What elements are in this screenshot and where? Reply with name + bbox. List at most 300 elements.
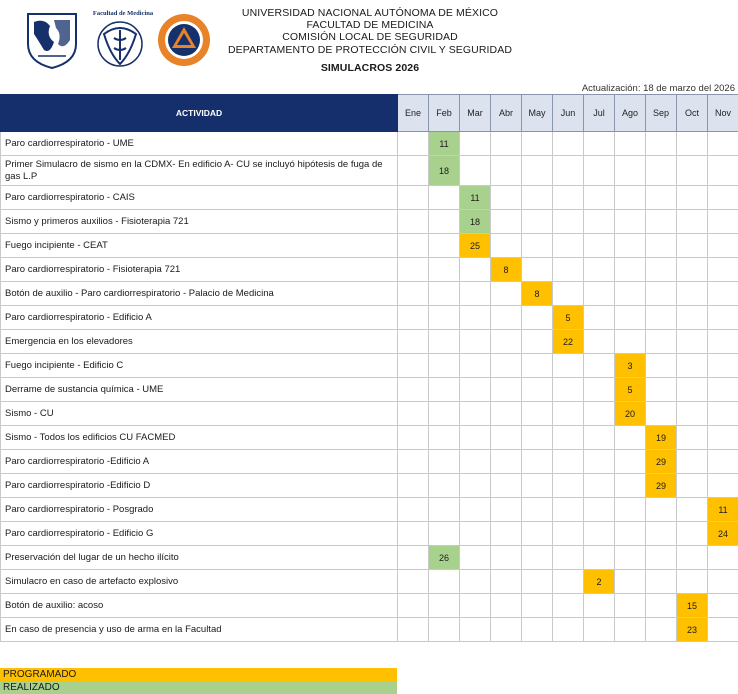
table-row [1,354,738,378]
month-cell-abr [491,210,522,234]
scheduled-day: 18 [438,165,449,176]
month-cell-may [522,594,553,618]
month-cell-feb [429,210,460,234]
month-cell-jun [553,186,584,210]
scheduled-date-cell [646,450,677,474]
month-cell-mar [460,498,491,522]
scheduled-date-cell [708,522,738,546]
month-cell-may [522,258,553,282]
activity-cell: Emergencia en los elevadores [1,330,398,354]
month-cell-mar [460,282,491,306]
month-cell-sep [646,132,677,156]
scheduled-day: 5 [627,384,633,395]
table-row [1,156,738,186]
month-cell-mar [460,156,491,186]
scheduled-day: 8 [534,288,540,299]
month-cell-ago [615,498,646,522]
activity-cell: Paro cardiorrespiratorio - Posgrado [1,498,398,522]
month-cell-oct [677,498,708,522]
month-cell-may [522,522,553,546]
scheduled-day: 19 [655,432,666,443]
activity-cell: Fuego incipiente - Edificio C [1,354,398,378]
month-cell-abr [491,450,522,474]
scheduled-day: 29 [655,480,666,491]
month-cell-jun [553,546,584,570]
month-cell-oct [677,306,708,330]
month-cell-abr [491,618,522,642]
month-cell-feb [429,594,460,618]
month-cell-ene [398,132,429,156]
month-cell-ene [398,282,429,306]
month-cell-jul [584,378,615,402]
table-header-row [1,95,738,132]
month-cell-oct [677,378,708,402]
month-cell-sep [646,186,677,210]
month-cell-ago [615,156,646,186]
faculty-logo [90,10,150,70]
month-cell-abr [491,330,522,354]
month-cell-ago [615,330,646,354]
month-cell-ene [398,570,429,594]
month-cell-jun [553,354,584,378]
scheduled-date-cell [460,186,491,210]
month-cell-jul [584,450,615,474]
month-header-oct: Oct [677,95,708,132]
scheduled-day: 26 [438,552,449,563]
month-cell-jul [584,594,615,618]
month-cell-sep [646,618,677,642]
activity-cell: Paro cardiorrespiratorio - CAIS [1,186,398,210]
month-cell-jun [553,570,584,594]
month-cell-feb [429,450,460,474]
month-cell-jun [553,378,584,402]
month-cell-mar [460,594,491,618]
month-cell-jul [584,306,615,330]
month-cell-abr [491,378,522,402]
scheduled-date-cell [615,378,646,402]
legend-programado: PROGRAMADO [0,668,397,681]
month-cell-oct [677,450,708,474]
month-cell-jul [584,234,615,258]
month-cell-jun [553,594,584,618]
scheduled-day: 11 [718,504,728,515]
month-cell-ene [398,426,429,450]
activity-cell: Paro cardiorrespiratorio - UME [1,132,398,156]
activity-cell: Preservación del lugar de un hecho ilícito [1,546,398,570]
month-cell-abr [491,426,522,450]
month-cell-nov [708,594,738,618]
month-cell-may [522,306,553,330]
month-cell-jun [553,522,584,546]
activity-cell: Sismo - Todos los edificios CU FACMED [1,426,398,450]
table-row [1,522,738,546]
month-cell-nov [708,570,738,594]
document-header [200,7,540,74]
legend-realizado: REALIZADO [0,681,397,694]
month-cell-may [522,402,553,426]
month-cell-mar [460,618,491,642]
activity-cell: Sismo - CU [1,402,398,426]
month-cell-jun [553,498,584,522]
month-cell-sep [646,402,677,426]
table-row [1,306,738,330]
month-cell-jul [584,546,615,570]
month-cell-nov [708,378,738,402]
header-commission: COMISIÓN LOCAL DE SEGURIDAD [282,31,458,44]
month-cell-jul [584,522,615,546]
scheduled-day: 23 [686,624,697,635]
activity-cell: Sismo y primeros auxilios - Fisioterapia 721 [1,210,398,234]
scheduled-day: 20 [624,408,635,419]
activity-cell: Paro cardiorrespiratorio - Edificio G [1,522,398,546]
activity-cell: Botón de auxilio: acoso [1,594,398,618]
month-cell-oct [677,426,708,450]
table-row [1,594,738,618]
month-header-sep: Sep [646,95,677,132]
month-cell-oct [677,522,708,546]
header-university: UNIVERSIDAD NACIONAL AUTÓNOMA DE MÉXICO [241,7,499,19]
month-cell-sep [646,306,677,330]
month-cell-oct [677,234,708,258]
month-cell-mar [460,426,491,450]
activity-cell: En caso de presencia y uso de arma en la Facultad [1,618,398,642]
schedule-table [0,94,738,642]
table-row [1,570,738,594]
month-cell-feb [429,378,460,402]
month-cell-mar [460,450,491,474]
month-cell-ago [615,282,646,306]
scheduled-date-cell [460,234,491,258]
faculty-logo-text: Facultad de Medicina [92,10,154,17]
month-cell-ago [615,132,646,156]
month-cell-oct [677,258,708,282]
scheduled-date-cell [460,210,491,234]
month-cell-nov [708,132,738,156]
month-cell-ene [398,402,429,426]
month-cell-ene [398,234,429,258]
month-header-may: May [522,95,553,132]
table-row [1,282,738,306]
month-header-abr: Abr [491,95,522,132]
month-cell-sep [646,546,677,570]
month-cell-nov [708,156,738,186]
month-header-jul: Jul [584,95,615,132]
scheduled-date-cell [491,258,522,282]
month-cell-mar [460,354,491,378]
scheduled-date-cell [553,306,584,330]
table-body [1,132,738,642]
unam-logo [24,10,80,70]
month-cell-jul [584,258,615,282]
month-cell-feb [429,306,460,330]
month-cell-ene [398,522,429,546]
month-cell-abr [491,234,522,258]
month-cell-ene [398,594,429,618]
month-cell-oct [677,156,708,186]
table-row [1,546,738,570]
month-cell-sep [646,522,677,546]
month-cell-abr [491,498,522,522]
scheduled-day: 25 [469,240,480,251]
month-cell-may [522,186,553,210]
month-cell-may [522,156,553,186]
month-cell-abr [491,546,522,570]
header-department: DEPARTAMENTO DE PROTECCIÓN CIVIL Y SEGURIDAD [227,43,513,56]
month-cell-ago [615,306,646,330]
month-cell-jun [553,156,584,186]
month-cell-ene [398,354,429,378]
scheduled-date-cell [553,330,584,354]
month-cell-feb [429,354,460,378]
activity-cell: Primer Simulacro de sismo en la CDMX- En edificio A- CU se incluyó hipótesis de fuga de gas L.P [1,156,398,186]
month-cell-feb [429,282,460,306]
month-cell-nov [708,546,738,570]
month-cell-nov [708,258,738,282]
month-cell-ene [398,618,429,642]
month-cell-oct [677,570,708,594]
month-cell-ago [615,234,646,258]
month-cell-jun [553,132,584,156]
month-cell-ago [615,570,646,594]
month-cell-sep [646,354,677,378]
month-cell-oct [677,354,708,378]
month-cell-abr [491,282,522,306]
month-cell-ene [398,186,429,210]
month-cell-ene [398,450,429,474]
month-cell-may [522,426,553,450]
month-cell-may [522,450,553,474]
month-cell-ene [398,378,429,402]
scheduled-day: 29 [655,456,666,467]
month-cell-abr [491,402,522,426]
scheduled-date-cell [615,354,646,378]
month-cell-oct [677,132,708,156]
month-cell-ago [615,546,646,570]
month-cell-jun [553,210,584,234]
scheduled-date-cell [429,546,460,570]
month-cell-jul [584,402,615,426]
month-cell-feb [429,402,460,426]
month-cell-nov [708,330,738,354]
scheduled-date-cell [646,426,677,450]
month-cell-may [522,378,553,402]
scheduled-day: 15 [686,600,697,611]
scheduled-date-cell [677,618,708,642]
month-cell-jul [584,282,615,306]
month-cell-nov [708,282,738,306]
month-cell-ene [398,546,429,570]
month-cell-mar [460,132,491,156]
month-cell-may [522,210,553,234]
month-cell-jul [584,330,615,354]
month-cell-oct [677,546,708,570]
table-row [1,450,738,474]
month-cell-abr [491,186,522,210]
month-header-ene: Ene [398,95,429,132]
month-cell-mar [460,258,491,282]
table-row [1,498,738,522]
month-cell-ago [615,258,646,282]
month-cell-oct [677,474,708,498]
month-cell-abr [491,474,522,498]
document-title: SIMULACROS 2026 [320,61,420,74]
scheduled-day: 18 [469,216,480,227]
month-cell-mar [460,306,491,330]
month-cell-nov [708,234,738,258]
month-cell-ene [398,210,429,234]
month-cell-jul [584,210,615,234]
month-cell-abr [491,306,522,330]
month-cell-sep [646,498,677,522]
table-row [1,234,738,258]
month-cell-mar [460,522,491,546]
month-cell-ene [398,474,429,498]
month-cell-feb [429,330,460,354]
month-cell-jun [553,234,584,258]
table-row [1,330,738,354]
month-cell-ene [398,258,429,282]
month-cell-feb [429,426,460,450]
month-cell-sep [646,156,677,186]
month-cell-jul [584,132,615,156]
month-cell-mar [460,570,491,594]
month-cell-jul [584,498,615,522]
table-row [1,132,738,156]
month-cell-nov [708,474,738,498]
month-cell-jun [553,258,584,282]
month-cell-jul [584,474,615,498]
month-cell-oct [677,282,708,306]
month-cell-may [522,354,553,378]
month-header-mar: Mar [460,95,491,132]
month-cell-jun [553,402,584,426]
month-cell-mar [460,330,491,354]
month-header-nov: Nov [708,95,738,132]
scheduled-day: 2 [596,576,602,587]
month-cell-may [522,546,553,570]
scheduled-date-cell [646,474,677,498]
scheduled-date-cell [429,132,460,156]
month-cell-jun [553,282,584,306]
month-cell-jul [584,618,615,642]
month-cell-abr [491,156,522,186]
table-row [1,378,738,402]
month-cell-feb [429,258,460,282]
month-cell-ene [398,156,429,186]
month-cell-may [522,498,553,522]
month-cell-jun [553,450,584,474]
month-cell-nov [708,186,738,210]
month-cell-ago [615,426,646,450]
month-cell-nov [708,450,738,474]
table-row [1,618,738,642]
scheduled-day: 11 [439,138,449,149]
month-cell-feb [429,618,460,642]
scheduled-day: 24 [717,528,728,539]
month-cell-may [522,618,553,642]
month-cell-jul [584,156,615,186]
month-cell-mar [460,378,491,402]
scheduled-date-cell [522,282,553,306]
month-header-jun: Jun [553,95,584,132]
month-cell-may [522,234,553,258]
scheduled-date-cell [708,498,738,522]
month-cell-ago [615,594,646,618]
scheduled-day: 3 [627,360,633,371]
month-cell-feb [429,474,460,498]
month-cell-sep [646,378,677,402]
update-date: Actualización: 18 de marzo del 2026 [581,83,735,94]
month-cell-oct [677,402,708,426]
month-cell-sep [646,234,677,258]
activity-cell: Paro cardiorrespiratorio -Edificio D [1,474,398,498]
month-cell-abr [491,570,522,594]
month-cell-nov [708,402,738,426]
month-cell-sep [646,210,677,234]
month-cell-nov [708,210,738,234]
activity-cell: Paro cardiorrespiratorio - Fisioterapia 721 [1,258,398,282]
month-cell-nov [708,306,738,330]
table-row [1,402,738,426]
month-cell-feb [429,186,460,210]
scheduled-day: 22 [562,336,573,347]
table-row [1,474,738,498]
table-row [1,186,738,210]
month-cell-ago [615,450,646,474]
activity-cell: Botón de auxilio - Paro cardiorrespiratorio - Palacio de Medicina [1,282,398,306]
activity-cell: Simulacro en caso de artefacto explosivo [1,570,398,594]
month-cell-sep [646,570,677,594]
month-cell-abr [491,132,522,156]
month-cell-sep [646,258,677,282]
month-cell-abr [491,594,522,618]
month-cell-jun [553,426,584,450]
table-row [1,210,738,234]
month-cell-nov [708,426,738,450]
scheduled-date-cell [677,594,708,618]
month-cell-mar [460,546,491,570]
month-cell-jul [584,186,615,210]
activity-cell: Paro cardiorrespiratorio - Edificio A [1,306,398,330]
month-cell-may [522,570,553,594]
table-row [1,258,738,282]
month-cell-ago [615,210,646,234]
activity-cell: Derrame de sustancia química - UME [1,378,398,402]
month-cell-ene [398,498,429,522]
month-cell-ene [398,306,429,330]
month-cell-sep [646,282,677,306]
month-cell-oct [677,186,708,210]
month-cell-jun [553,474,584,498]
activity-cell: Paro cardiorrespiratorio -Edificio A [1,450,398,474]
month-cell-feb [429,234,460,258]
month-cell-may [522,330,553,354]
month-cell-sep [646,594,677,618]
month-cell-nov [708,618,738,642]
month-cell-ene [398,330,429,354]
month-cell-ago [615,186,646,210]
month-cell-sep [646,330,677,354]
scheduled-date-cell [615,402,646,426]
month-cell-feb [429,522,460,546]
month-cell-ago [615,522,646,546]
month-cell-mar [460,474,491,498]
logos [24,10,214,72]
month-cell-mar [460,402,491,426]
month-cell-may [522,132,553,156]
table-row [1,426,738,450]
month-header-ago: Ago [615,95,646,132]
